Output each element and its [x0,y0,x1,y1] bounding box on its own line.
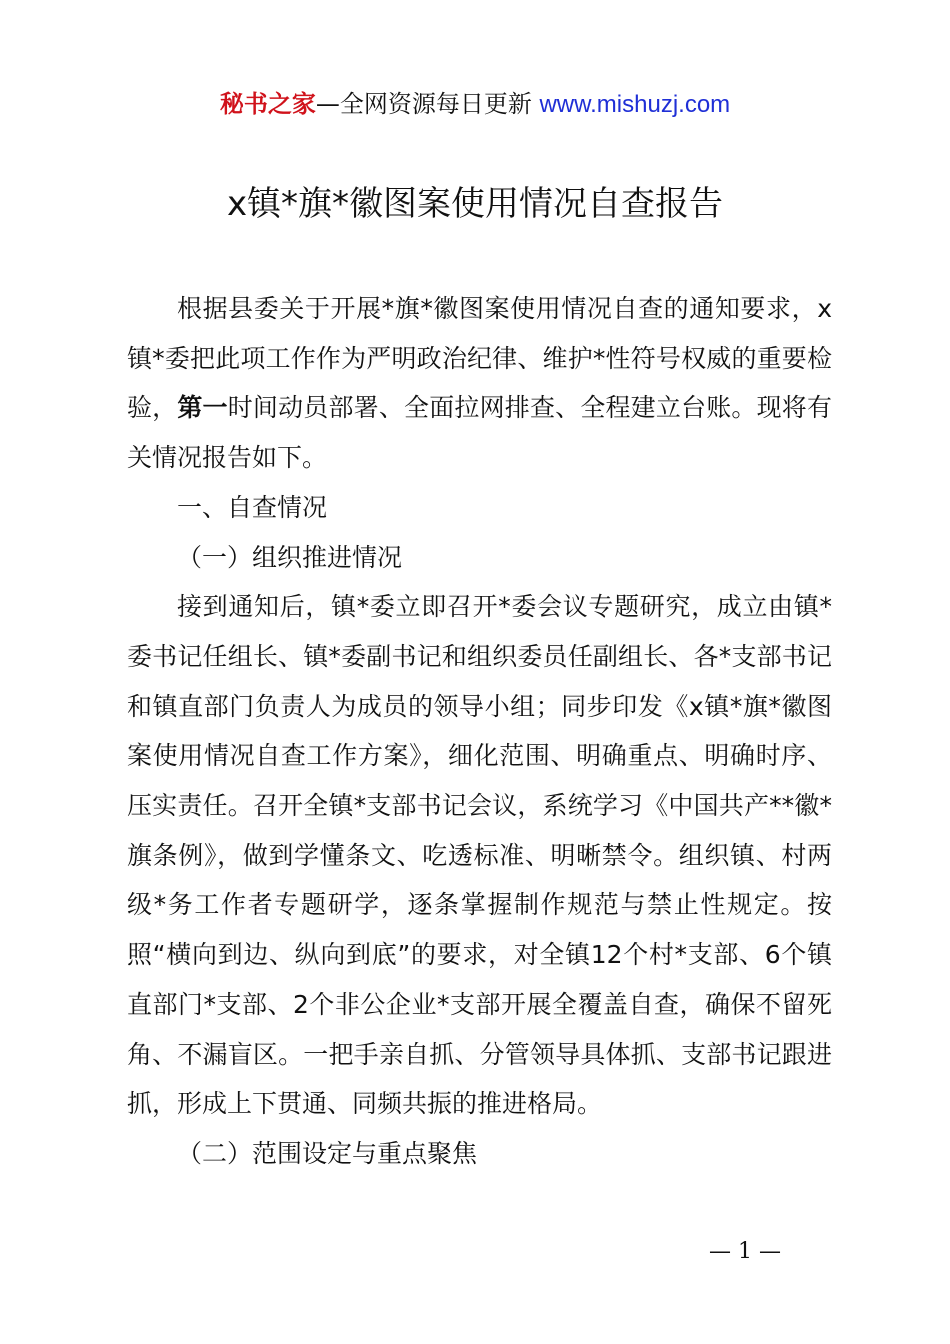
page-number: — 1 — [709,1239,781,1264]
intro-text-end: 时间动员部署、全面拉网排查、全程建立台账。现将有关情况报告如下。 [127,393,832,473]
intro-text-start: 根据县委关于开展*旗*徽图案使用情况自查的通知要求，x镇*委把此项工作作为严明政治纪律、维护*性符号权威的重要检验， [127,294,832,423]
brand-name: 秘书之家 [219,90,316,118]
site-header [0,88,950,121]
section-heading-1: 一、自查情况 [177,492,328,522]
site-url-link[interactable]: www.mishuzj.com [539,91,731,118]
intro-bold-text: 第一 [177,393,228,423]
document-title: x镇*旗*徽图案使用情况自查报告 [226,184,724,224]
intro-paragraph [127,284,832,483]
subsection-heading-1: （一）组织推进情况 [177,542,403,572]
subsection-1-paragraph: 接到通知后，镇*委立即召开*委会议专题研究，成立由镇*委书记任组长、镇*委副书记和组织委员任副组长、各*支部书记和镇直部门负责人为成员的领导小组；同步印发《x镇*旗*徽图案使用情况自查工作方案》，细化范围、明确重点、明确时序、压实责任。召开全镇*支部书记会议，系统学习《中国共产**徽*旗条例》，做到学懂条文、吃透标准、明晰禁令。组织镇、村两级*务工作者专题研学，逐条掌握制作规范与禁止性规定。按照“横向到边、纵向到底”的要求，对全镇12个村*支部、6个镇直部门*支部、2个非公企业*支部开展全覆盖自查，确保不留死角、不漏盲区。一把手亲自抓、分管领导具体抓、支部书记跟进抓，形成上下贯通、同频共振的推进格局。 [127,592,832,1119]
subsection-heading-2: （二）范围设定与重点聚焦 [177,1138,478,1168]
header-tagline: —全网资源每日更新 [315,90,540,118]
document-body [127,284,832,1179]
